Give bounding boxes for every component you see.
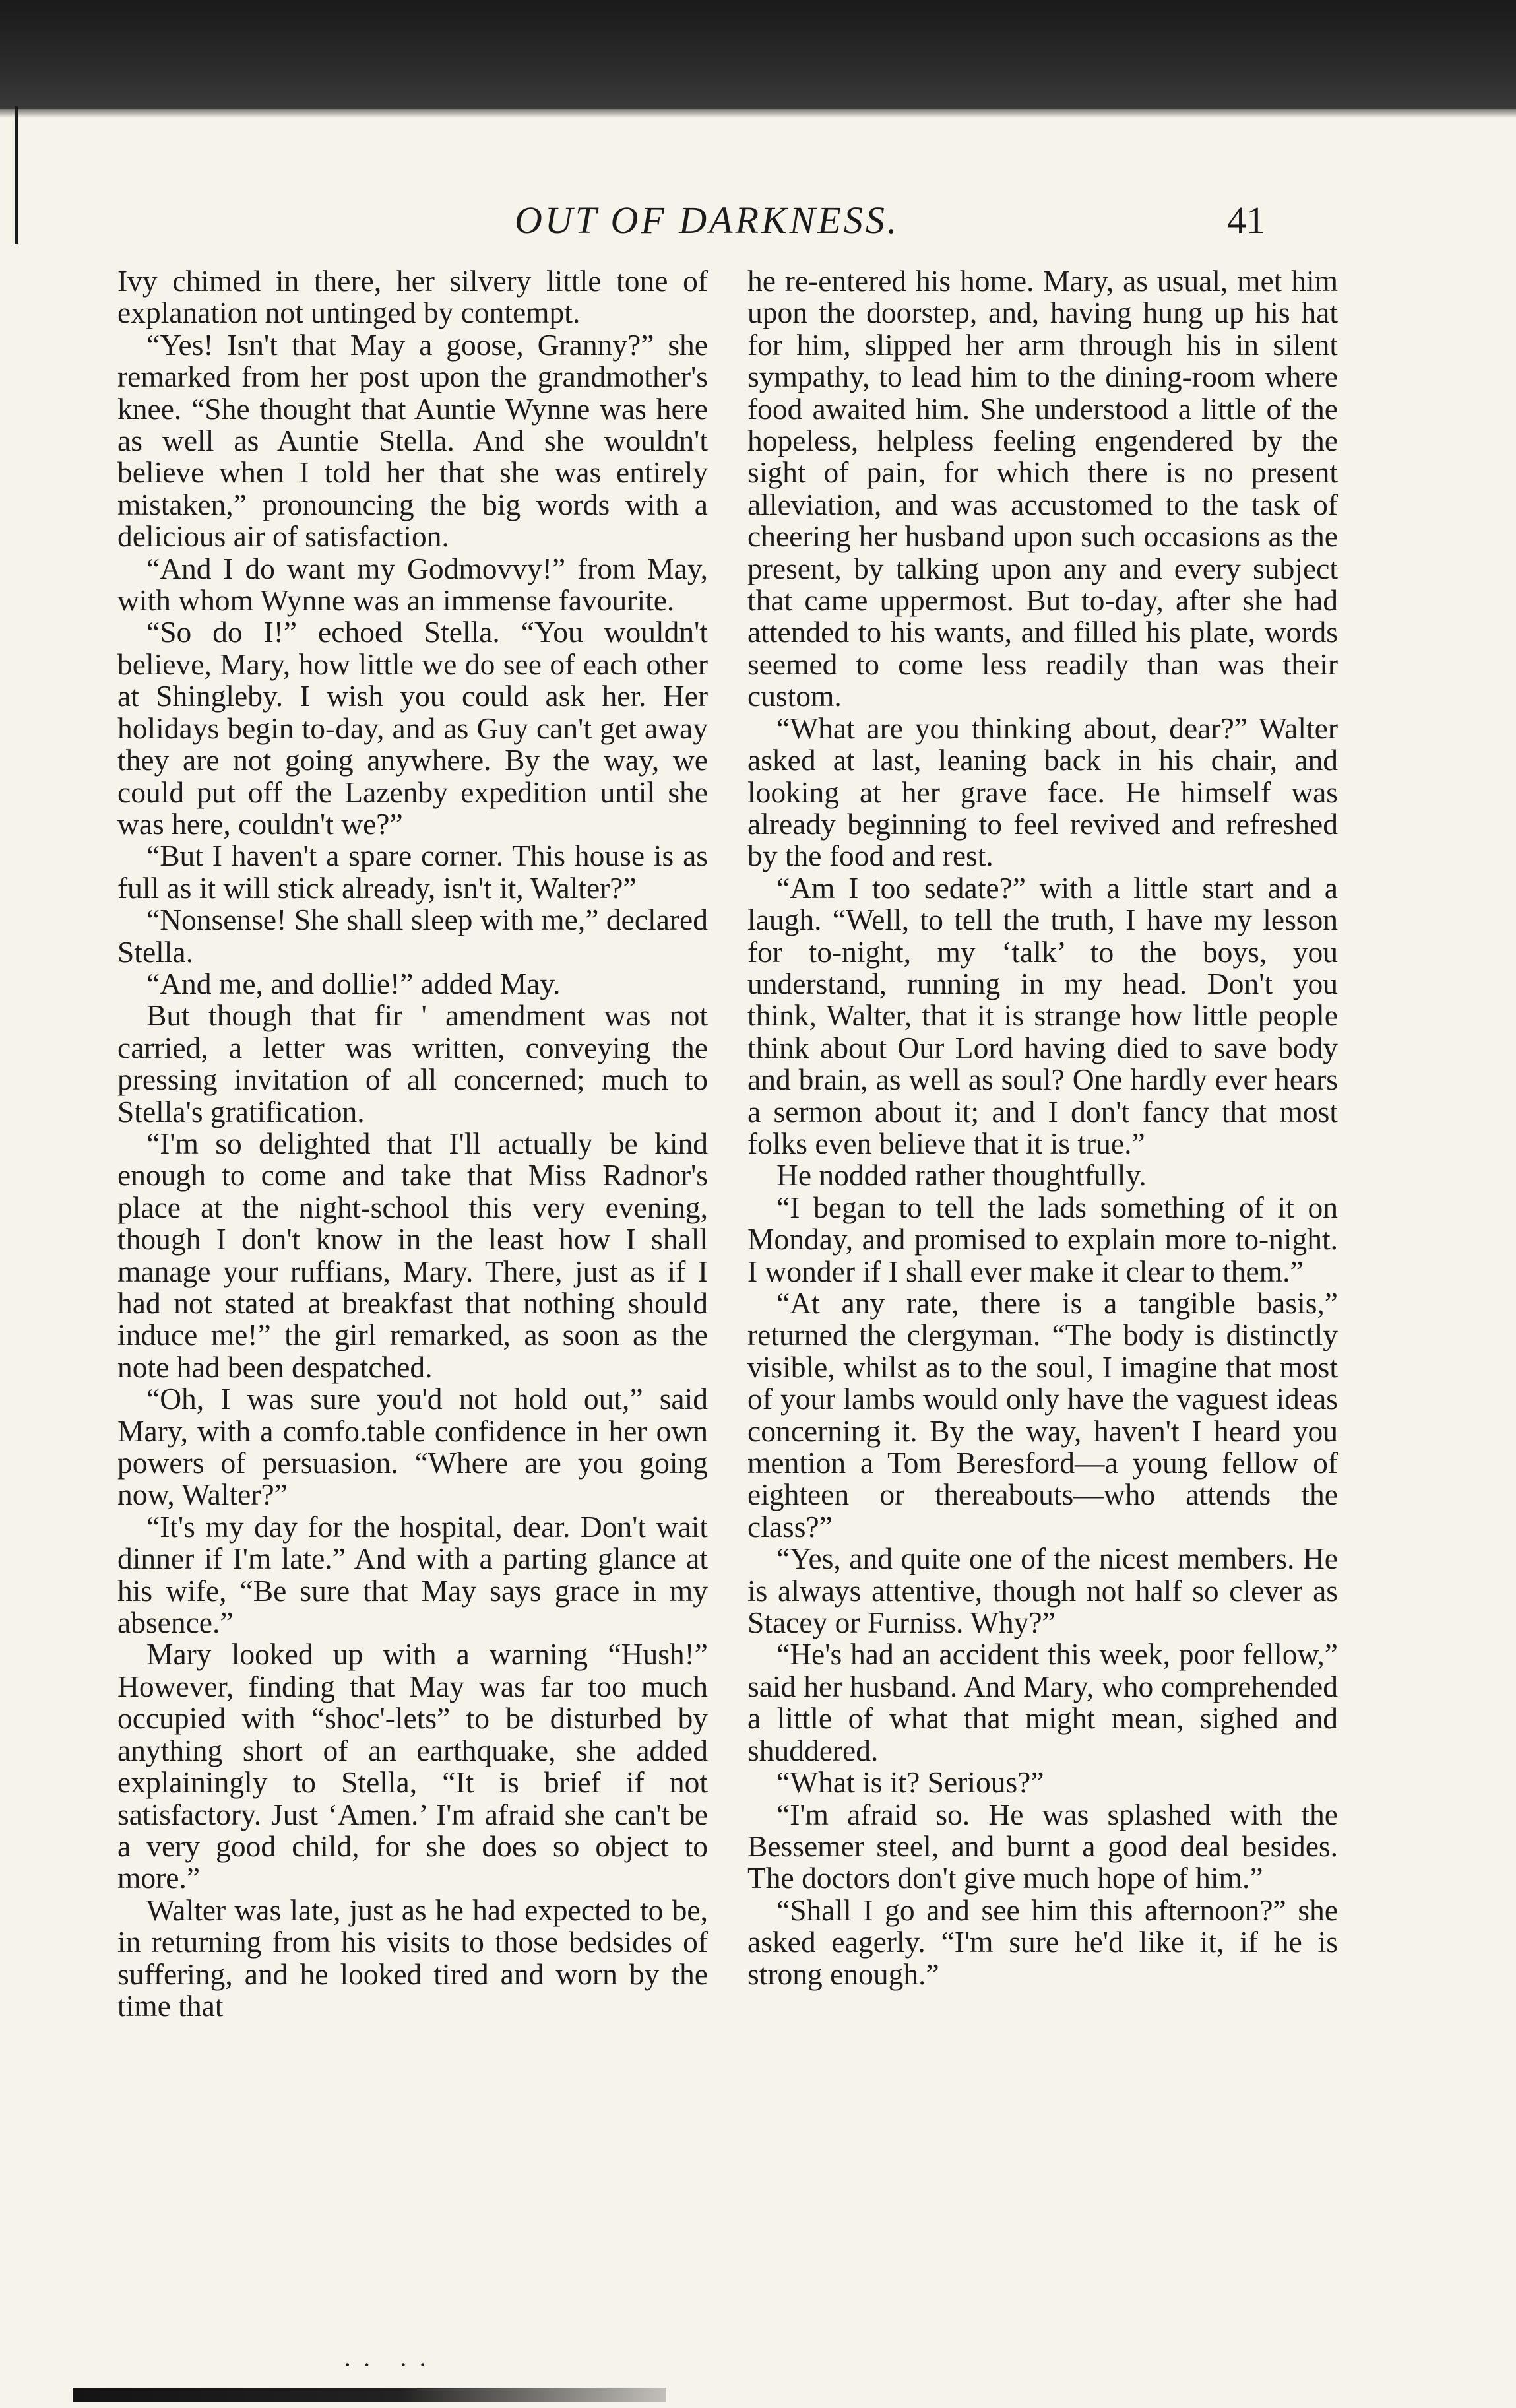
- paragraph: “I began to tell the lads something of it on Monday, and promised to explain more to-night. I wonder if I shall ever make it clear to them.”: [747, 1190, 1338, 1288]
- paragraph: “And I do want my Godmovvy!” from May, with whom Wynne was an immense favourite.: [117, 551, 708, 618]
- paragraph: “I'm afraid so. He was splashed with the Bessemer steel, and burnt a good deal besides. The doctors don't give much hope of him.”: [747, 1797, 1338, 1895]
- paragraph: “But I haven't a spare corner. This house is as full as it will stick already, isn't it, Walter?”: [117, 839, 708, 905]
- paragraph: “Yes, and quite one of the nicest members. He is always attentive, though not half so clever as Stacey or Furniss. Why?”: [747, 1542, 1338, 1640]
- paragraph: “What is it? Serious?”: [776, 1765, 1044, 1800]
- paragraph: “So do I!” echoed Stella. “You wouldn't believe, Mary, how little we do see of each other at Shingleby. I wish you could ask her. Her holidays begin to-day, and as Guy can't get away they are not going anywhere. By the way, we could put off the Lazenby expedition until she was here, couldn't we?”: [117, 615, 708, 841]
- paragraph: “It's my day for the hospital, dear. Don't wait dinner if I'm late.” And with a parting glance at his wife, “Be sure that May says grace in my absence.”: [117, 1509, 708, 1640]
- paragraph: “What are you thinking about, dear?” Walter asked at last, leaning back in his chair, and looking at her grave face. He himself was already beginning to feel revived and refreshed by the food and rest.: [747, 711, 1338, 873]
- paragraph: “Oh, I was sure you'd not hold out,” said Mary, with a comfo.table confidence in her own powers of persuasion. “Where are you going now, Walter?”: [117, 1382, 708, 1512]
- paragraph: “Am I too sedate?” with a little start and a laugh. “Well, to tell the truth, I have my lesson for to-night, my ‘talk’ to the boys, you understand, running in my head. Don't you think, Walter, that it is strange how little people think about Our Lord having died to save body and brain, as well as soul? One hardly ever hears a sermon about it; and I don't fancy that most folks even believe that it is true.”: [747, 870, 1338, 1160]
- paragraph: “And me, and dollie!” added May.: [146, 966, 561, 1000]
- paragraph: he re-entered his home. Mary, as usual, met him upon the doorstep, and, having hung up his hat for him, slipped her arm through his in silent sympathy, to lead him to the dining-room where food awaited him. She understood a little of the hopeless, helpless feeling engendered by the sight of pain, for which there is no present alleviation, and was accustomed to the task of cheering her husband upon such occasions as the present, by talking upon any and every subject that came uppermost. But to-day, after she had attended to his wants, and filled his plate, words seemed to come less readily than was their custom.: [747, 264, 1338, 713]
- paragraph: Walter was late, just as he had expected to be, in returning from his visits to those bedsides of suffering, and he looked tired and worn by the time that: [117, 1893, 708, 2023]
- paragraph: Mary looked up with a warning “Hush!” However, finding that May was far too much occupied with “shoc'-lets” to be disturbed by anything short of an earthquake, she added explainingly to Stella, “It is brief if not satisfactory. Just ‘Amen.’ I'm afraid she can't be a very good child, for she does so object to more.”: [117, 1637, 708, 1895]
- scan-top-edge: [0, 0, 1516, 109]
- scan-bottom-rule: [73, 2388, 666, 2402]
- right-column: [747, 265, 1338, 1990]
- paragraph: Ivy chimed in there, her silvery little tone of explanation not untinged by contempt.: [117, 264, 708, 330]
- paragraph: “Shall I go and see him this afternoon?” she asked eagerly. “I'm sure he'd like it, if he is strong enough.”: [747, 1893, 1338, 1991]
- paragraph: “Yes! Isn't that May a goose, Granny?” she remarked from her post upon the grandmother's knee. “She thought that Auntie Wynne was here as well as Auntie Stella. And she wouldn't believe when I told her that she was entirely mistaken,” pronouncing the big words with a delicious air of satisfaction.: [117, 327, 708, 554]
- paragraph: “Nonsense! She shall sleep with me,” declared Stella.: [117, 903, 708, 969]
- left-column: [117, 265, 708, 2022]
- footer-marks: ·· ··: [343, 2350, 438, 2380]
- paragraph: “He's had an accident this week, poor fellow,” said her husband. And Mary, who comprehended a little of what that might mean, sighed and shuddered.: [747, 1637, 1338, 1767]
- paragraph: But though that fir ' amendment was not carried, a letter was written, conveying the pressing invitation of all concerned; much to Stella's gratification.: [117, 998, 708, 1128]
- page-header: [0, 198, 1516, 251]
- paragraph: “At any rate, there is a tangible basis,” returned the clergyman. “The body is distinctly visible, whilst as to the soul, I imagine that most of your lambs would only have the vaguest ideas concerning it. By the way, haven't I heard you mention a Tom Beresford—a young fellow of eighteen or thereabouts—who attends the class?”: [747, 1286, 1338, 1544]
- paragraph: He nodded rather thoughtfully.: [776, 1158, 1147, 1192]
- paragraph: “I'm so delighted that I'll actually be kind enough to come and take that Miss Radnor's place at the night-school this very evening, though I don't know in the least how I shall manage your ruffians, Mary. There, just as if I had not stated at breakfast that nothing should induce me!” the girl remarked, as soon as the note had been despatched.: [117, 1126, 708, 1384]
- page-number: 41: [1227, 199, 1265, 242]
- running-title: OUT OF DARKNESS.: [515, 199, 900, 242]
